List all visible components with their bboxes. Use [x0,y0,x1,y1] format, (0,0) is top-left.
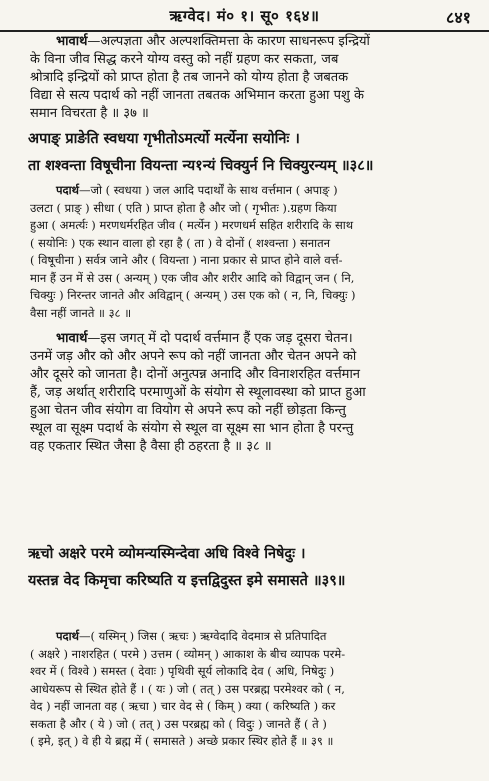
text-line: स्थूल वा सूक्ष्म पदार्थ के संयोग से स्थूल वा सूक्ष्म सा भान होता है परन्तु [30,421,354,436]
text-line: आधेयरूप से स्थित होते हैं । ( यः ) जो ( तत् ) उस परब्रह्म परमेश्वर को ( न, [30,681,345,696]
padartha-label: पदार्थ [56,183,79,197]
mantra-39 [28,540,473,594]
bhavartha-label: भावार्थ [56,331,88,346]
bhavartha-38 [30,330,473,456]
text-line: ( इमे, इत् ) वे ही ये ब्रह्म में ( समासते ) अच्छे प्रकार स्थिर होते हैं ॥ ३९ ॥ [30,734,334,748]
text-line: श्रोत्रादि इन्द्रियों को प्राप्त होता है तब जानने को योग्य होता है जबतक [30,70,349,85]
padartha-39 [30,628,473,751]
text-line: ( सयोनिः ) एक स्थान वाला हो रहा है ( ता ) वे दोनों ( शश्वन्ता ) सनातन [30,235,331,250]
text-line: पदार्थ—( यस्मिन् ) जिस ( ऋचः ) ऋग्वेदादि वेदमात्र से प्रतिपादित [56,629,327,643]
padartha-label: पदार्थ [56,629,79,643]
text-line: सकता है और ( ये ) जो ( तत् ) उस परब्रह्म को ( विदुः ) जानते हैं ( ते ) [30,716,327,731]
text-line: श्वर में ( विश्वे ) समस्त ( देवाः ) पृथिवी सूर्य लोकादि देव ( अधि, निषेदुः ) [30,664,335,678]
text-line: वह एकतार स्थित जैसा है वैसा ही ठहरता है ॥ ३८ ॥ [30,439,272,454]
text-line: समान विचरता है ॥ ३७ ॥ [30,106,149,121]
text-line: मान हैं उन में से उस ( अन्यम् ) एक जीव और शरीर आदि को विद्वान् जन ( नि, [30,270,355,285]
header-title: ऋग्वेद। मं० १। सू० १६४॥ [169,7,320,25]
text-line: पदार्थ—जो ( स्वधया ) जल आदि पदार्थों के साथ वर्त्तमान ( अपाङ् ) [56,183,338,197]
text-line: हैं, जड़ अर्थात् शरीरादि परमाणुओं के संयोग से स्थूलावस्था को प्राप्त हुआ [30,385,366,400]
text-line: भावार्थ—इस जगत् में दो पदार्थ वर्त्तमान हैं एक जड़ दूसरा चेतन। [56,331,353,346]
text-line: चिक्युः ) निरन्तर जानते और अविद्वान् ( अन्यम् ) उस एक को ( न, नि, चिक्युः ) [30,288,356,302]
padartha-38 [30,182,473,322]
bhavartha-37 [30,33,473,123]
mantra-line: अपाङ् प्राङेति स्वधया गृभीतोऽमर्त्यो मर्त्येना सयोनिः । [28,130,300,147]
text-line: हुआ चेतन जीव संयोग वा वियोग से अपने रूप को नहीं छोड़ता किन्तु [30,403,346,418]
text-line: ( विषूचीना ) सर्वत्र जाने और ( वियन्ता ) नाना प्रकार से प्राप्त होने वाले वर्त्त- [30,253,343,267]
text-line: वेद ) नहीं जानता वह ( ऋचा ) चार वेद से ( किम् ) क्या ( करिष्यति ) कर [30,699,336,713]
mantra-line: यस्तन्न वेद किमृचा करिष्यति य इत्तद्विदुस्त इमे समासते ॥३९॥ [28,572,346,589]
text-line: भावार्थ—अल्पज्ञता और अल्पशक्तिमत्ता के कारण साधनरूप इन्द्रियों [56,34,370,49]
page-number: ८४१ [446,8,471,27]
running-header [0,4,489,32]
text-line: वैसा नहीं जानते ॥ ३८ ॥ [30,305,132,320]
text-line: विद्या से सत्य पदार्थ को नहीं जानता तबतक अभिमान करता हुआ पशु के [30,88,364,103]
text-line: उनमें जड़ और को और अपने रूप को नहीं जानता और चेतन अपने को [30,349,357,364]
text-line: और दूसरे को जानता है। दोनों अनुत्पन्न अनादि और विनाशरहित वर्त्तमान [30,367,361,382]
bhavartha-label: भावार्थ [56,34,88,49]
text-line: उलटा ( प्राङ् ) सीधा ( एति ) प्राप्त होता है और जो ( गृभीतः ).ग्रहण किया [30,200,337,215]
mantra-line: ता शश्वन्ता विषूचीना वियन्ता न्य१न्यं चिक्युर्न नि चिक्युरन्यम् ॥३८॥ [28,157,374,174]
text-line: ( अक्षरे ) नाशरहित ( परमे ) उत्तम ( व्योमन् ) आकाश के बीच व्यापक परमे- [30,646,346,661]
text-line: हुआ ( अमर्त्यः ) मरणधर्मरहित जीव ( मर्त्येन ) मरणधर्म सहित शरीरादि के साथ [30,218,354,232]
mantra-38 [28,125,473,179]
mantra-line: ऋचो अक्षरे परमे व्योमन्यस्मिन्देवा अधि विश्वे निषेदुः । [28,545,306,562]
text-line: के विना जीव सिद्ध करने योग्य वस्तु को नहीं ग्रहण कर सकता, जब [30,52,339,67]
